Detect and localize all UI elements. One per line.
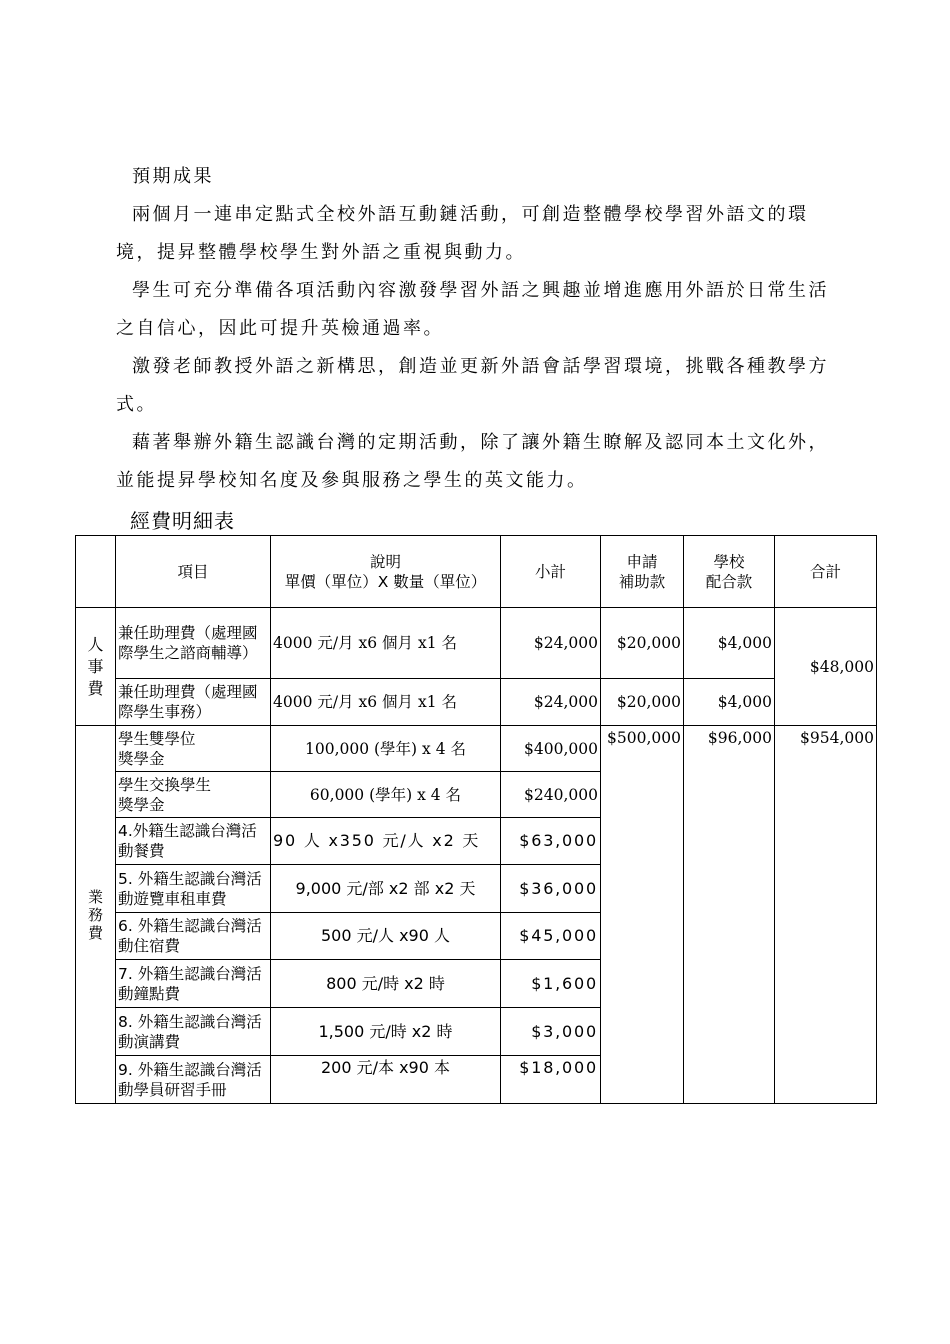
row-school: $4,000 (684, 608, 775, 679)
table-row (76, 679, 877, 726)
budget-table-title: 經費明細表 (130, 509, 235, 533)
header-category (76, 536, 116, 608)
header-total: 合計 (775, 536, 877, 608)
row-item: 5. 外籍生認識台灣活動遊覽車租車費 (116, 865, 271, 913)
category-char: 務 (87, 905, 103, 924)
row-apply: $20,000 (601, 679, 684, 726)
row-subtotal: $24,000 (501, 679, 601, 726)
row-desc: 90 人 x350 元/人 x2 天 (271, 818, 501, 865)
row-subtotal: $63,000 (501, 818, 601, 865)
category-char: 費 (87, 678, 104, 698)
row-subtotal: $18,000 (501, 1056, 601, 1104)
row-desc: 800 元/時 x2 時 (271, 960, 501, 1008)
category-char: 費 (87, 923, 103, 942)
row-desc: 500 元/人 x90 人 (271, 913, 501, 960)
row-subtotal: $400,000 (501, 726, 601, 772)
table-row (76, 726, 877, 772)
row-item: 兼任助理費（處理國際學生之諮商輔導） (116, 608, 271, 679)
expected-paragraph-3: 激發老師教授外語之新構思，創造並更新外語會話學習環境，挑戰各種教學方式。 (116, 356, 829, 415)
row-item: 8. 外籍生認識台灣活動演講費 (116, 1008, 271, 1056)
operations-school: $96,000 (684, 726, 775, 1104)
row-desc: 4000 元/月 x6 個月 x1 名 (271, 679, 501, 726)
header-school (684, 536, 775, 608)
row-desc: 200 元/本 x90 本 (271, 1056, 501, 1104)
row-subtotal: $3,000 (501, 1008, 601, 1056)
category-char: 業 (87, 887, 103, 906)
header-apply (601, 536, 684, 608)
header-row (76, 536, 877, 608)
row-school: $4,000 (684, 679, 775, 726)
row-item: 學生雙學位 獎學金 (116, 726, 271, 772)
row-desc: 100,000 (學年) x 4 名 (271, 726, 501, 772)
row-subtotal: $240,000 (501, 772, 601, 818)
row-item: 學生交換學生 獎學金 (116, 772, 271, 818)
header-school-line1: 學校 (713, 552, 745, 571)
row-subtotal: $36,000 (501, 865, 601, 913)
category-operations (76, 726, 116, 1104)
expected-paragraph-1: 兩個月一連串定點式全校外語互動鏈活動，可創造整體學校學習外語文的環境，提昇整體學校學生對外語之重視與動力。 (116, 204, 809, 263)
expected-paragraph-4: 藉著舉辦外籍生認識台灣的定期活動，除了讓外籍生瞭解及認同本土文化外，並能提昇學校知名度及參與服務之學生的英文能力。 (116, 432, 829, 491)
row-subtotal: $45,000 (501, 913, 601, 960)
expected-paragraph-2: 學生可充分準備各項活動內容激發學習外語之興趣並增進應用外語於日常生活之自信心，因此可提升英檢通過率。 (116, 280, 829, 339)
header-apply-line1: 申請 (626, 552, 658, 571)
header-desc-line1: 說明 (369, 552, 401, 571)
row-desc: 4000 元/月 x6 個月 x1 名 (271, 608, 501, 679)
row-item: 4.外籍生認識台灣活動餐費 (116, 818, 271, 865)
header-school-line2: 配合款 (705, 572, 753, 591)
row-desc: 60,000 (學年) x 4 名 (271, 772, 501, 818)
budget-table (75, 535, 877, 1104)
row-item: 9. 外籍生認識台灣活動學員研習手冊 (116, 1056, 271, 1104)
row-desc: 9,000 元/部 x2 部 x2 天 (271, 865, 501, 913)
operations-apply: $500,000 (601, 726, 684, 1104)
row-item: 兼任助理費（處理國際學生事務） (116, 679, 271, 726)
category-char: 人 (87, 634, 104, 654)
row-item: 6. 外籍生認識台灣活動住宿費 (116, 913, 271, 960)
header-apply-line2: 補助款 (618, 572, 666, 591)
table-row (76, 608, 877, 679)
header-desc-line2: 單價（單位）X 數量（單位） (284, 572, 487, 591)
row-apply: $20,000 (601, 608, 684, 679)
header-description (271, 536, 501, 608)
row-subtotal: $1,600 (501, 960, 601, 1008)
row-desc: 1,500 元/時 x2 時 (271, 1008, 501, 1056)
category-personnel (76, 608, 116, 726)
row-subtotal: $24,000 (501, 608, 601, 679)
category-char: 事 (87, 656, 104, 676)
expected-results-heading: 預期成果 (132, 166, 214, 187)
header-subtotal: 小計 (501, 536, 601, 608)
row-item: 7. 外籍生認識台灣活動鐘點費 (116, 960, 271, 1008)
header-item: 項目 (116, 536, 271, 608)
operations-total: $954,000 (775, 726, 877, 1104)
personnel-total: $48,000 (775, 608, 877, 726)
